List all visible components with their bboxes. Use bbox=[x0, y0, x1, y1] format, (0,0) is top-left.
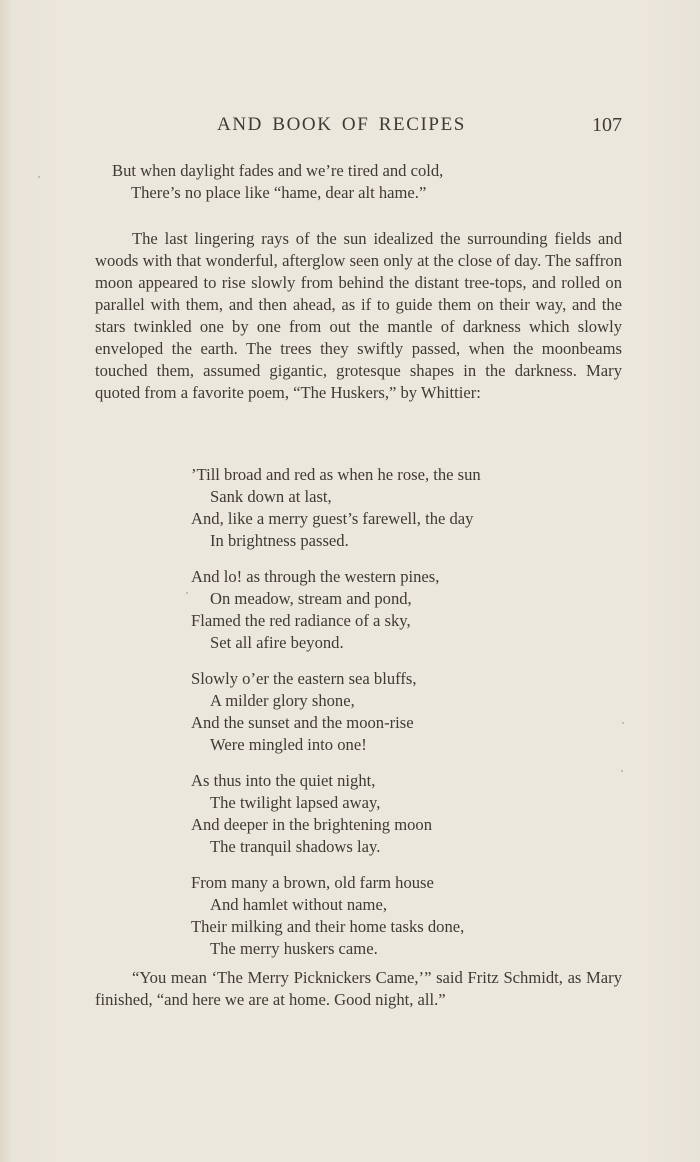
poem-line: ’Till broad and red as when he rose, the sun bbox=[191, 465, 481, 484]
poem-line: Flamed the red radiance of a sky, bbox=[191, 611, 411, 630]
poem-stanza bbox=[191, 872, 611, 960]
couplet-line-1: But when daylight fades and we’re tired and cold, bbox=[112, 161, 444, 180]
poem-line: From many a brown, old farm house bbox=[191, 873, 434, 892]
poem-line: The merry huskers came. bbox=[210, 939, 378, 958]
poem-stanza bbox=[191, 566, 611, 654]
poem-line: And deeper in the brightening moon bbox=[191, 815, 433, 834]
poem-line: In brightness passed. bbox=[210, 531, 349, 550]
paper-speck bbox=[621, 770, 623, 772]
poem-stanza bbox=[191, 464, 611, 552]
poem-line: The twilight lapsed away, bbox=[210, 793, 381, 812]
paragraph-sunset: The last lingering rays of the sun idealized the surrounding fields and woods with that wonderful, afterglow seen only at the close of day. The saffron moon appeared to rise slowly from behind the distant tree-tops, and rolled on parallel with them, and then ahead, as if to guide them on their way, and the stars twinkled one by one from out the mantle of darkness which slowly enveloped the earth. The trees they swiftly passed, when the moonbeams touched them, assumed gigantic, grotesque shapes in the darkness. Mary quoted from a favorite poem, “The Huskers,” by Whittier: bbox=[95, 229, 622, 402]
poem-line: Sank down at last, bbox=[210, 487, 332, 506]
poem-line: And hamlet without name, bbox=[210, 895, 387, 914]
page-number: 107 bbox=[592, 114, 622, 136]
couplet-line-2: There’s no place like “hame, dear alt hame.” bbox=[131, 183, 427, 202]
poem-line: And the sunset and the moon-rise bbox=[191, 713, 414, 732]
poem-line: And lo! as through the western pines, bbox=[191, 567, 440, 586]
poem-stanza bbox=[191, 770, 611, 858]
poem-line: And, like a merry guest’s farewell, the day bbox=[191, 509, 474, 528]
poem-line: On meadow, stream and pond, bbox=[210, 589, 412, 608]
paper-speck bbox=[186, 592, 188, 594]
poem-line: A milder glory shone, bbox=[210, 691, 355, 710]
poem-stanza bbox=[191, 668, 611, 756]
poem-line: Slowly o’er the eastern sea bluffs, bbox=[191, 669, 417, 688]
poem-line: Were mingled into one! bbox=[210, 735, 367, 754]
paragraph-closing: “You mean ‘The Merry Picknickers Came,’” said Fritz Schmidt, as Mary finished, “and here we are at home. Good night, all.” bbox=[95, 968, 622, 1009]
opening-couplet bbox=[112, 160, 632, 204]
poem-line: As thus into the quiet night, bbox=[191, 771, 376, 790]
poem-line: Set all afire beyond. bbox=[210, 633, 344, 652]
paper-speck bbox=[38, 176, 40, 178]
poem-line: The tranquil shadows lay. bbox=[210, 837, 381, 856]
running-head: AND BOOK OF RECIPES bbox=[217, 114, 466, 135]
paper-speck bbox=[622, 722, 624, 724]
poem-the-huskers bbox=[191, 464, 611, 974]
poem-line: Their milking and their home tasks done, bbox=[191, 917, 465, 936]
